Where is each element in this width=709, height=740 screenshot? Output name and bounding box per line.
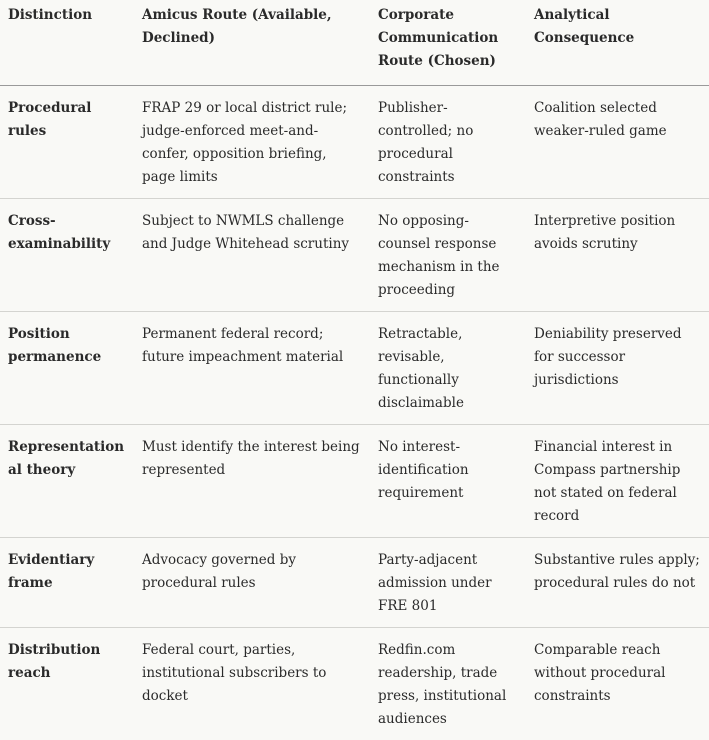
row-corporate: Party-adjacent admission under FRE 801 (370, 538, 526, 628)
header-analytical-consequence: Analytical Consequence (526, 0, 709, 86)
row-distinction: Position permanence (0, 312, 134, 425)
table-row (0, 86, 709, 199)
row-corporate: No interest-identification requirement (370, 425, 526, 538)
table-row (0, 312, 709, 425)
row-distinction: Procedural rules (0, 86, 134, 199)
row-corporate: Publisher-controlled; no procedural constraints (370, 86, 526, 199)
row-amicus: Must identify the interest being represented (134, 425, 370, 538)
row-amicus: Permanent federal record; future impeachment material (134, 312, 370, 425)
row-consequence: Substantive rules apply; procedural rules do not (526, 538, 709, 628)
row-consequence: Financial interest in Compass partnership not stated on federal record (526, 425, 709, 538)
row-amicus: Subject to NWMLS challenge and Judge Whitehead scrutiny (134, 199, 370, 312)
row-distinction: Cross-examinability (0, 199, 134, 312)
table-row (0, 199, 709, 312)
row-corporate: Redfin.com readership, trade press, institutional audiences (370, 628, 526, 740)
row-corporate: No opposing-counsel response mechanism in the proceeding (370, 199, 526, 312)
row-consequence: Interpretive position avoids scrutiny (526, 199, 709, 312)
row-consequence: Coalition selected weaker-ruled game (526, 86, 709, 199)
row-amicus: FRAP 29 or local district rule; judge-enforced meet-and-confer, opposition briefing, page limits (134, 86, 370, 199)
row-consequence: Deniability preserved for successor jurisdictions (526, 312, 709, 425)
header-corporate-route: Corporate Communication Route (Chosen) (370, 0, 526, 86)
table-row (0, 628, 709, 740)
table-header-row (0, 0, 709, 86)
row-consequence: Comparable reach without procedural constraints (526, 628, 709, 740)
row-corporate: Retractable, revisable, functionally disclaimable (370, 312, 526, 425)
row-amicus: Advocacy governed by procedural rules (134, 538, 370, 628)
header-distinction: Distinction (0, 0, 134, 86)
table-row (0, 425, 709, 538)
table-row (0, 538, 709, 628)
row-distinction: Evidentiary frame (0, 538, 134, 628)
row-amicus: Federal court, parties, institutional subscribers to docket (134, 628, 370, 740)
row-distinction: Representational theory (0, 425, 134, 538)
row-distinction: Distribution reach (0, 628, 134, 740)
header-amicus-route: Amicus Route (Available, Declined) (134, 0, 370, 86)
